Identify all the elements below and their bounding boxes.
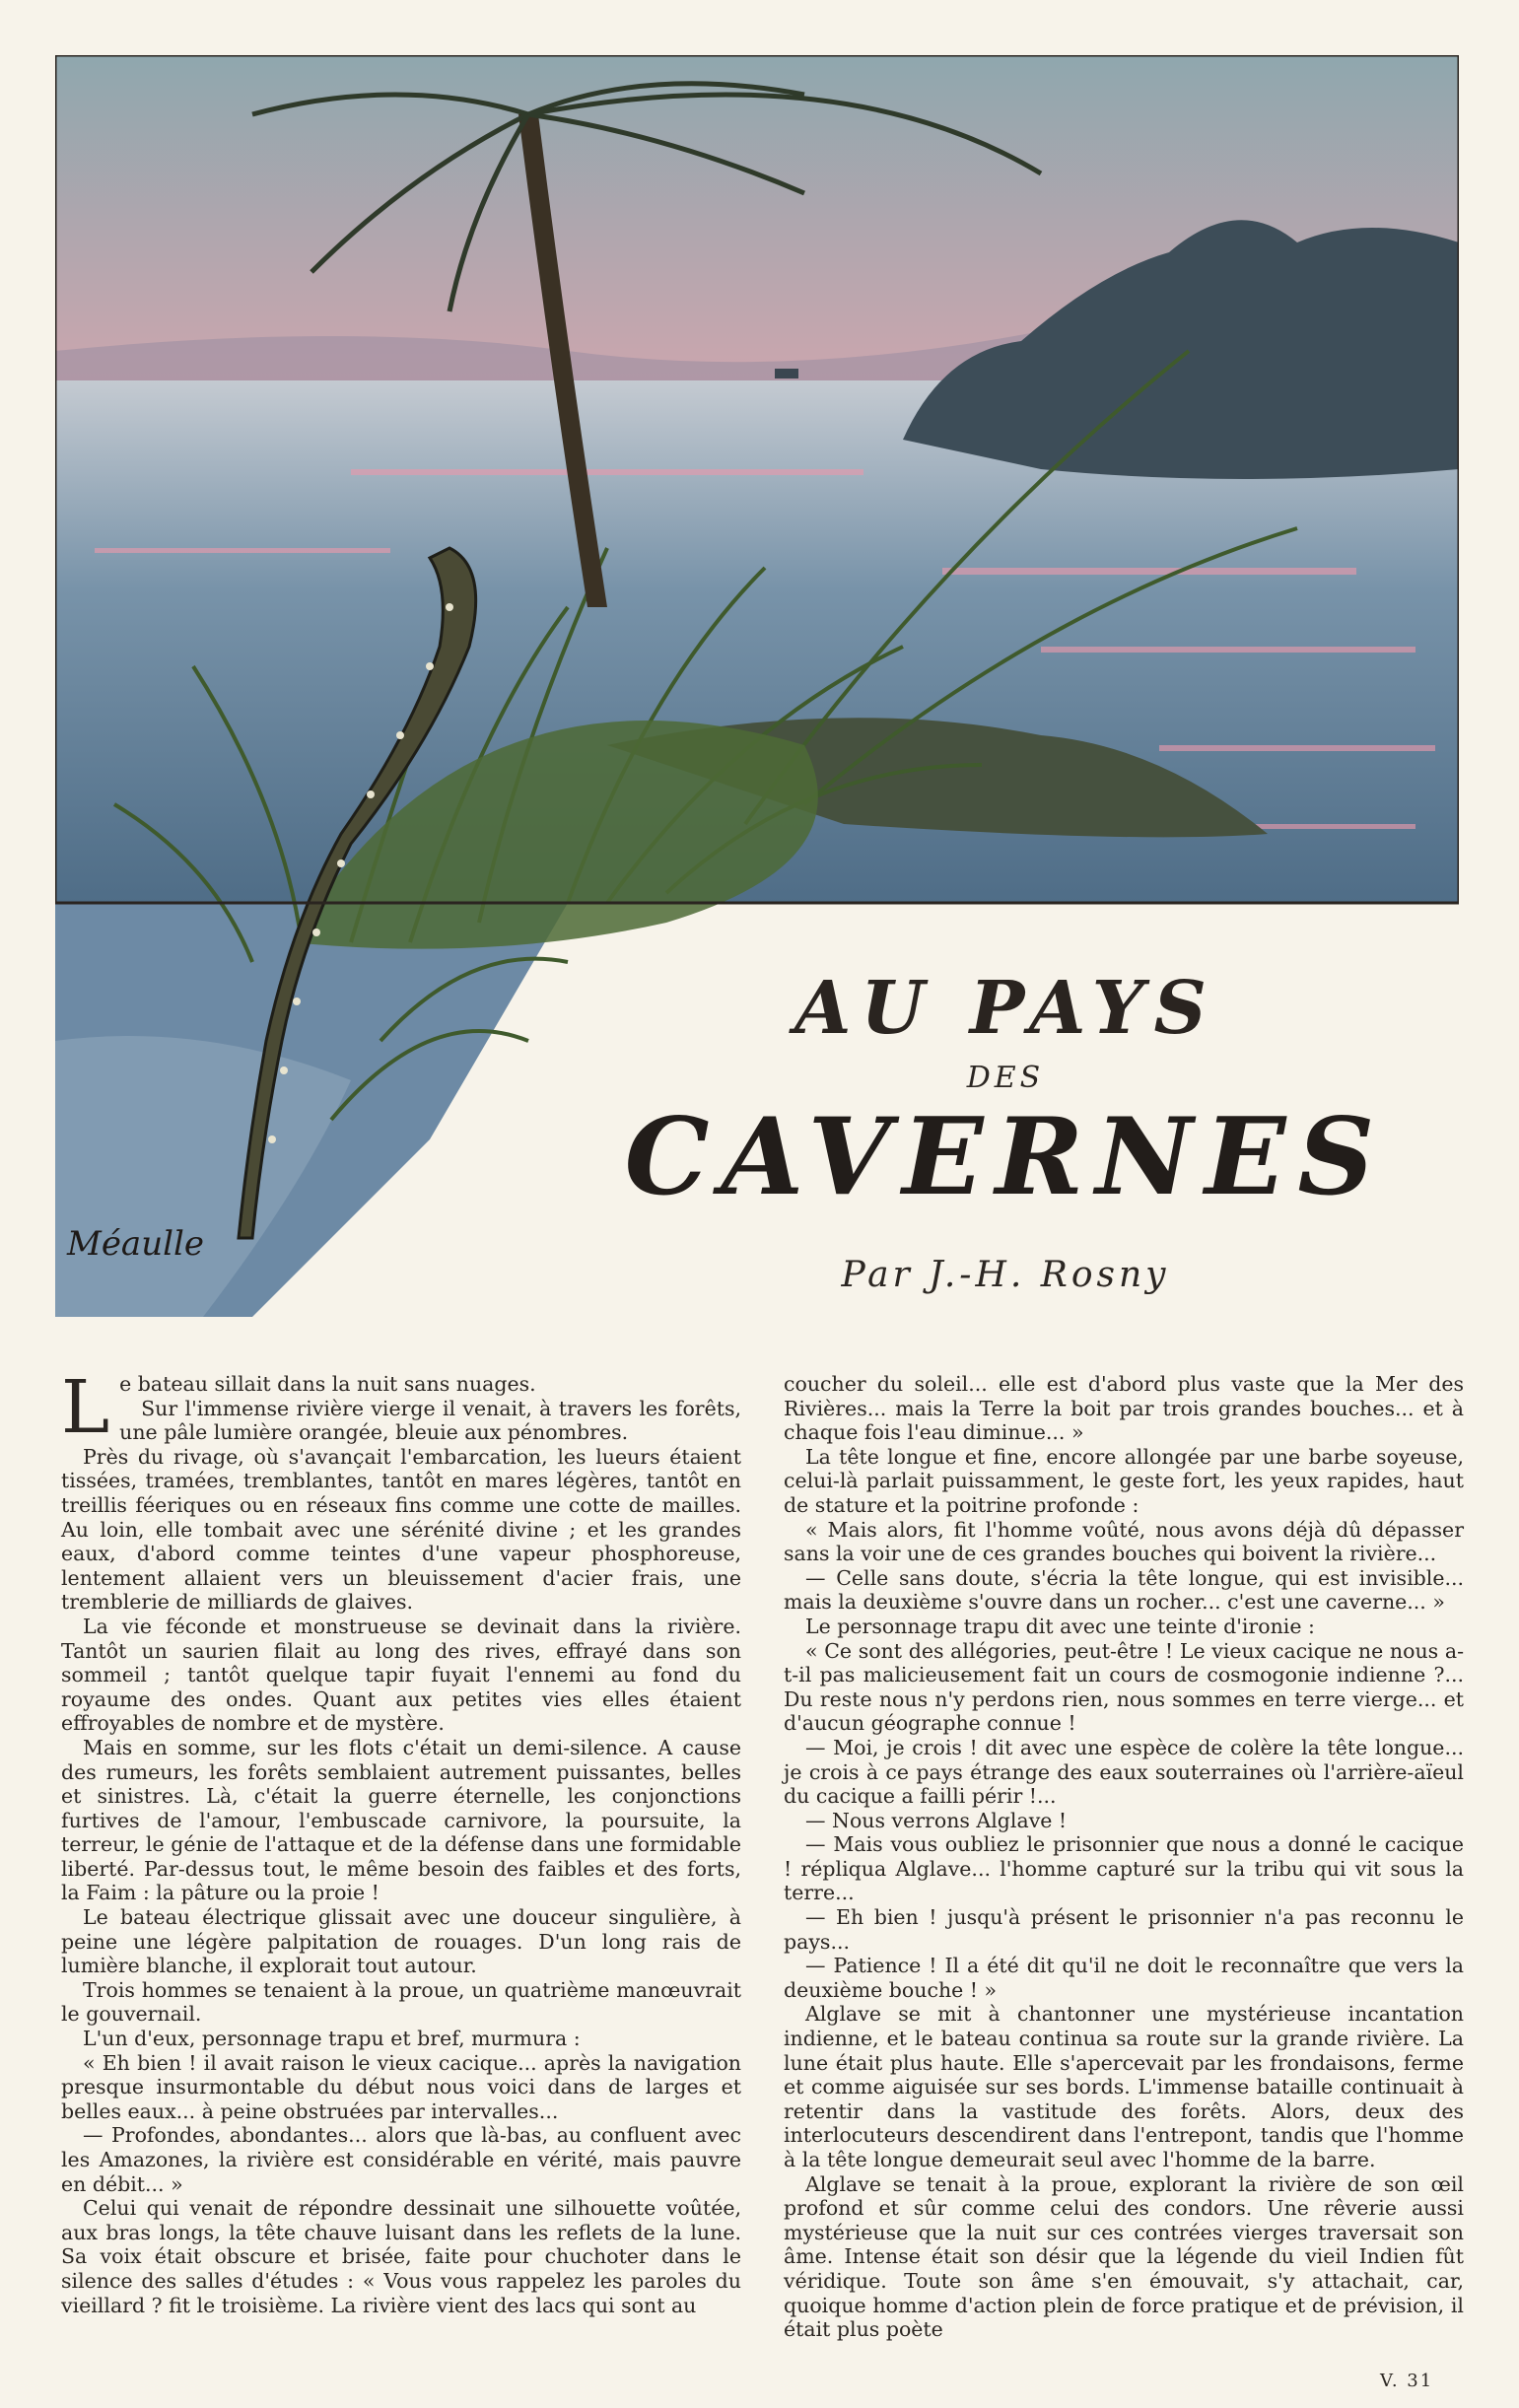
page-number: V. 31 (1380, 2371, 1434, 2391)
paragraph: Mais en somme, sur les flots c'était un demi-silence. A cause des rumeurs, les forêts semblaient autrement puissantes, belles et sinistres. Là, c'était la guerre éternelle, les conjonctions furtives de l'amour, l'embuscade carnivore, la poursuite, la terreur, le génie de l'attaque et de la défense dans une formidable liberté. Par-dessus tout, le même besoin des faibles et des forts, la Faim : la pâture ou la proie ! (61, 1735, 741, 1905)
drop-cap: L (61, 1365, 110, 1450)
paragraph: coucher du soleil... elle est d'abord plus vaste que la Mer des Rivières... mais la Terre la boit par trois grandes bouches... et à chaque fois l'eau diminue... » (784, 1372, 1464, 1445)
title-des: DES (966, 1061, 1045, 1095)
paragraph: — Mais vous oubliez le prisonnier que nous a donné le cacique ! répliqua Alglave... l'homme capturé sur la tribu qui vit sous la terre... (784, 1832, 1464, 1905)
paragraph: — Eh bien ! jusqu'à présent le prisonnier n'a pas reconnu le pays... (784, 1905, 1464, 1954)
paragraph: — Patience ! Il a été dit qu'il ne doit le reconnaître que vers la deuxième bouche ! » (784, 1954, 1464, 2002)
title-line-2: CAVERNES (624, 1095, 1387, 1219)
paragraph: La tête longue et fine, encore allongée par une barbe soyeuse, celui-là parlait puissamment, le geste fort, les yeux rapides, haut de stature et la poitrine profonde : (784, 1444, 1464, 1517)
artist-signature: Méaulle (67, 1224, 204, 1264)
paragraph: Près du rivage, où s'avançait l'embarcation, les lueurs étaient tissées, tramées, tremblantes, tantôt en mares légères, tantôt en treillis féeriques ou en réseaux fins comme une cotte de mailles. Au loin, elle tombait avec une sérénité divine ; et les grandes eaux, d'abord comme teintes d'une vapeur phosphoreuse, lentement allaient vers un bleuissement d'acier frais, une tremblerie de milliards de glaives. (61, 1444, 741, 1615)
text-column-left (61, 1365, 741, 2317)
paragraph: « Eh bien ! il avait raison le vieux cacique... après la navigation presque insurmontable du début nous voici dans de larges et belles eaux... à peine obstruées par intervalles... (61, 2050, 741, 2123)
paragraph: Celui qui venait de répondre dessinait une silhouette voûtée, aux bras longs, la tête chauve luisant dans les reflets de la lune. Sa voix était obscure et brisée, faite pour chuchoter dans le silence des salles d'études : « Vous vous rappelez les paroles du vieillard ? fit le troisième. La rivière vient des lacs qui sont au (61, 2196, 741, 2317)
paragraph: — Profondes, abondantes... alors que là-bas, au confluent avec les Amazones, la rivière est considérable en vérité, mais pauvre en débit... » (61, 2123, 741, 2196)
paragraph: — Celle sans doute, s'écria la tête longue, qui est invisible... mais la deuxième s'ouvre dans un rocher... c'est une caverne... » (784, 1565, 1464, 1615)
paragraph: Sur l'immense rivière vierge il venait, à travers les forêts, une pâle lumière orangée, bleuie aux pénombres. (119, 1396, 741, 1445)
paragraph: « Ce sont des allégories, peut-être ! Le vieux cacique ne nous a-t-il pas malicieusement fait un cours de cosmogonie indienne ?... Du reste nous n'y perdons rien, nous sommes en terre vierge... et d'aucun géographe connue ! (784, 1638, 1464, 1736)
paragraph: Le personnage trapu dit avec une teinte d'ironie : (805, 1614, 1315, 1638)
paragraph: Alglave se mit à chantonner une mystérieuse incantation indienne, et le bateau continua sa route sur la grande rivière. La lune était plus haute. Elle s'apercevait par les frondaisons, ferme et comme aiguisée sur ses bords. L'immense bataille continuait à retentir dans la vastitude des forêts. Alors, deux des interlocuteurs descendirent dans l'entrepont, tandis que l'homme à la tête longue demeurait seul avec l'homme de la barre. (784, 2002, 1464, 2171)
paragraph: « Mais alors, fit l'homme voûté, nous avons déjà dû dépasser sans la voir une de ces grandes bouches qui boivent la rivière... (784, 1517, 1464, 1566)
paragraph: — Moi, je crois ! dit avec une espèce de colère la tête longue... je crois à ce pays étrange des eaux souterraines où l'arrière-aïeul du cacique a failli périr !... (784, 1735, 1464, 1809)
text-column-right (784, 1372, 1464, 2342)
title-line-1: AU PAYS (794, 966, 1216, 1051)
byline: Par J.-H. Rosny (841, 1255, 1170, 1295)
paragraph: Le bateau sillait dans la nuit sans nuages. (61, 1365, 536, 1450)
paragraph: Trois hommes se tenaient à la proue, un quatrième manœuvrait le gouvernail. (61, 1977, 741, 2027)
paragraph: L'un d'eux, personnage trapu et bref, murmura : (83, 2027, 581, 2051)
paragraph: Le bateau électrique glissait avec une douceur singulière, à peine une légère palpitation de rouages. D'un long rais de lumière blanche, il explorait tout autour. (61, 1905, 741, 1978)
paragraph: Alglave se tenait à la proue, explorant la rivière de son œil profond et sûr comme celui des condors. Une rêverie aussi mystérieuse que la nuit sur ces contrées vierges traversait son âme. Intense était son désir que la légende du vieil Indien fût véridique. Toute son âme s'en émouvait, s'y attachait, car, quoique homme d'action plein de force pratique et de prévision, il était plus poète (784, 2171, 1464, 2342)
paragraph: — Nous verrons Alglave ! (805, 1808, 1068, 1832)
title-block (591, 946, 1419, 1295)
paragraph: La vie féconde et monstrueuse se devinait dans la rivière. Tantôt un saurien filait au long des rives, effrayé dans son sommeil ; tantôt quelque tapir fuyait l'ennemi au fond du royaume des ondes. Quant aux petites vies elles étaient effroyables de nombre et de mystère. (61, 1614, 741, 1736)
